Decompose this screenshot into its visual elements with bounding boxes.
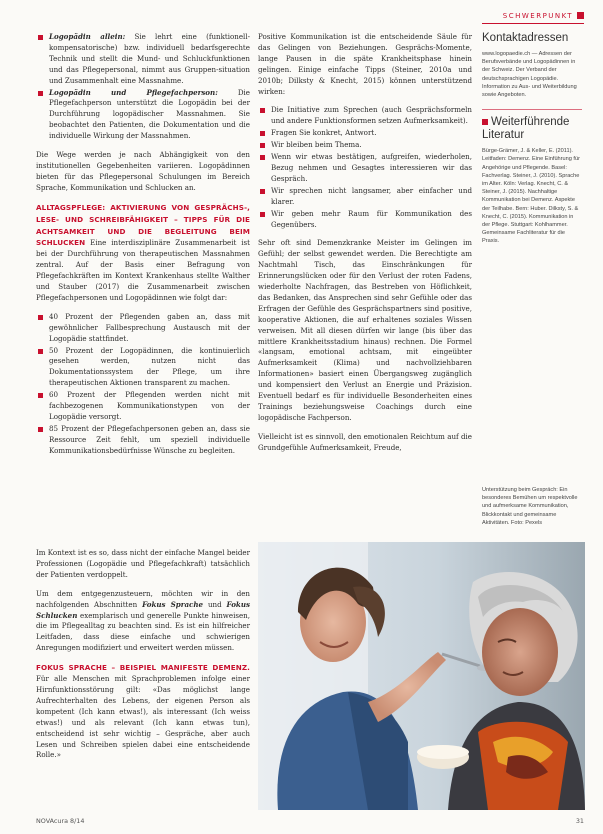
paragraph: Im Kontext ist es so, dass nicht der einfache Mangel beider Professionen (Logopädie und Pflegefachkraft) tatsächlich der Patienten verdoppelt.	[36, 548, 250, 579]
sidebar-column	[482, 32, 582, 246]
paragraph: Vielleicht ist es sinnvoll, den emotionalen Reichtum auf die Grundgefühle Aufmerksamkeit, Freude,	[258, 431, 472, 452]
list-item: Fragen Sie konkret, Antwort.	[258, 128, 472, 139]
literature-heading: Weiterführende Literatur	[482, 116, 570, 142]
list-item: Wenn wir etwas bestätigen, aufgreifen, wiederholen, Bezug nehmen und Gesagtes interessieren wir das Gespräch.	[258, 152, 472, 185]
section-title: SCHWERPUNKT	[502, 11, 573, 20]
column-1-bottom	[36, 548, 250, 769]
paragraph: Die Wege werden je nach Abhängigkeit von den institutionellen Gegebenheiten variieren. Logopädinnen bieten für das Pflegepersonal Schulungen im Bereich Sprache, Kommunikation und Schlucken an.	[36, 150, 250, 192]
divider	[482, 109, 582, 110]
list-item: Die Initiative zum Sprechen (auch Gesprächsformeln und andere Funktionsformen setzen Aufmerksamkeit).	[258, 105, 472, 127]
list-item: Logopädin allein: Sie lehrt eine (funktionell-kompensatorische) bzw. individuell bedarfsgerechte Technik und stellt die Mund- und Schluckfunktionen und das Pflegepersonal, nimmt aus Gruppen-situation und Zusammenhalt eine Massnahme.	[36, 32, 250, 87]
list-item: 85 Prozent der Pflegefachpersonen geben an, dass sie Ressource Zeit fehlt, um speziell individuelle Kommunikationsbedürfnisse Wünsche zu begleiten.	[36, 424, 250, 457]
paragraph: FOKUS SPRACHE – BEISPIEL MANIFESTE DEMENZ. Für alle Menschen mit Sprachproblemen infolge einer Hirnfunktionsstörung gilt: «Das möglichst lange Aufrechterhalten des Lebens, der eigenen Person als kompetent (Ich kann etwas!), als interessant (Ich weiss etwas!) und als relevant (Ich kann etwas tun), entscheidend ist sehr wichtig – Gespräche, aber auch Lesen und Schreiben spielen dabei eine entscheidende Rolle.»	[36, 663, 250, 760]
list-item: 50 Prozent der Logopädinnen, die kontinuierlich gesehen werden, nutzen nicht das Dokumentationssystem der Pflege, um ihre therapeutischen Aktionen transparent zu machen.	[36, 346, 250, 390]
section-square-icon	[577, 12, 584, 19]
column-1	[36, 32, 250, 458]
contacts-text: www.logopaedie.ch — Adressen der Berufsverbände und Logopädinnen in der Schweiz. Der Verband der deutschsprachigen Logopädie. Information zu Aus- und Weiterbildung sowie Angeboten.	[482, 51, 577, 99]
literature-text: Bürge-Grämer, J. & Keller, E. (2011). Leitfaden: Demenz. Eine Einführung für Angehörige und Pflegende. Basel: Fachverlag. Steiner, J. (2010). Sprache im Alter. Köln: Verlag. Knecht, C. & Steiner, J. (2015). Nachhaltige Kommunikation bei Demenz. Aspekte der Teilhabe. Bern: Huber. Dilksty, S. & Knecht, C. (2015). Kommunikation in der Pflege. Stuttgart: Kohlhammer. Gemeinsame Fachliteratur für die Praxis.	[482, 148, 580, 245]
paragraph: ALLTAGSPFLEGE: AKTIVIERUNG VON GESPRÄCHS-, LESE- UND SCHREIBFÄHIGKEIT – TIPPS FÜR DIE ACHTSAMKEIT UND DIE BEGLEITUNG BEIM SCHLUCKEN Eine interdisziplinäre Zusammenarbeit ist bei der Durchführung von therapeutischen Massnahmen zentral. Auf der Basis einer Befragung von Pflegefachkräften im Kontext Krankenhaus stellte Walther und Stauber (2017) die Zusammenarbeit zwischen Pflegefachpersonen und Logopädinnen wie folgt dar:	[36, 202, 250, 302]
page-footer	[36, 815, 584, 829]
list-item: Wir bleiben beim Thema.	[258, 140, 472, 151]
page-number: 31	[575, 817, 584, 825]
section-heading: ALLTAGSPFLEGE: AKTIVIERUNG VON GESPRÄCHS-, LESE- UND SCHREIBFÄHIGKEIT – TIPPS FÜR DIE ACHTSAMKEIT UND DIE BEGLEITUNG BEIM SCHLUCKEN	[36, 202, 250, 248]
paragraph: Sehr oft sind Demenzkranke Meister im Gelingen im Gefühl; der selbst gewendet werden. Die Berechtigte am Nachtmahl Tisch, das Einschränkungen für Erinnerungslücken oder für den Verlust der roten Fadens, wiederholte Nachfragen, das Bestreben von Höflichkeit, das Bedanken, das Ansprechen sind sehr Gefühle oder das Erfragen der Gefühle des Gesprächspartners sind positive, kooperative Aktionen, die auf erhaltenes soziales Wissen verweisen. Mit all diesen dürfen wir lange (bis über das mittlere Krankheitsstadium hinaus) rechnen. Die Formel «langsam, emotional achtsam, mit eingeübter Aufmerksamkeit (Klima) und nachvollziehbaren Informationen» basiert einen Übergangsweg zugänglich und kompensiert den Verlust an Energie und Präzision. Eventuell bedarf es für individuelle Besonderheiten eines Trainings beziehungsweise Coachings durch eine logopädische Fachperson.	[258, 238, 472, 422]
section-header	[482, 8, 584, 24]
nurse-feeding-photo	[258, 542, 585, 810]
column-2	[258, 32, 472, 462]
list-item: Logopädin und Pflegefachperson: Die Pflegefachperson unterstützt die Logopädin bei der Durchführung logopädischer Massnahmen. Sie beobachtet den Patienten, die Dokumentation und die individuelle Wirkung der Massnahmen.	[36, 88, 250, 143]
list-item: Wir sprechen nicht langsamer, aber einfacher und klarer.	[258, 186, 472, 208]
footer-magazine: NOVAcura 8/14	[36, 817, 85, 825]
section-heading: FOKUS SPRACHE – BEISPIEL MANIFESTE DEMENZ.	[36, 663, 250, 673]
contacts-heading: Kontaktadressen	[482, 32, 569, 44]
paragraph: Positive Kommunikation ist die entscheidende Säule für das Gelingen von Beziehungen. Gesprächs-Momente, lange Pausen in die späte Krankheitsphase hinein gelingen. Einige einfache Tipps (Steiner, 2010a und 2010b; Dilksty & Knecht, 2015) können unterstützend wirken:	[258, 32, 472, 96]
list-item: 60 Prozent der Pflegenden werden nicht mit fachbezogenen Kommunikationstypen von der Logopädie versorgt.	[36, 390, 250, 423]
list-item: Wir geben mehr Raum für Kommunikation des Gegenübers.	[258, 209, 472, 231]
paragraph: Um dem entgegenzusteuern, möchten wir in den nachfolgenden Abschnitten Fokus Sprache und Fokus Schlucken exemplarisch und generelle Punkte hinweisen, die im Pflegealltag zu beachten sind. Es ist ein hilfreicher Leitfaden, dass diese einfache und schwierigen Anregungen modifiziert und erweitert werden müssen.	[36, 588, 250, 653]
bullet-square-icon	[482, 119, 488, 125]
photo-illustration	[258, 542, 585, 810]
photo-caption: Unterstützung beim Gespräch: Ein besonderes Bemühen um respektvolle und aufmerksame Kommunikation, Blickkontakt und gemeinsame Aktivitäten. Foto: Pexels	[482, 487, 578, 526]
list-item: 40 Prozent der Pflegenden gaben an, dass mit gewöhnlicher Fallbesprechung Austausch mit der Logopädie stattfindet.	[36, 312, 250, 345]
